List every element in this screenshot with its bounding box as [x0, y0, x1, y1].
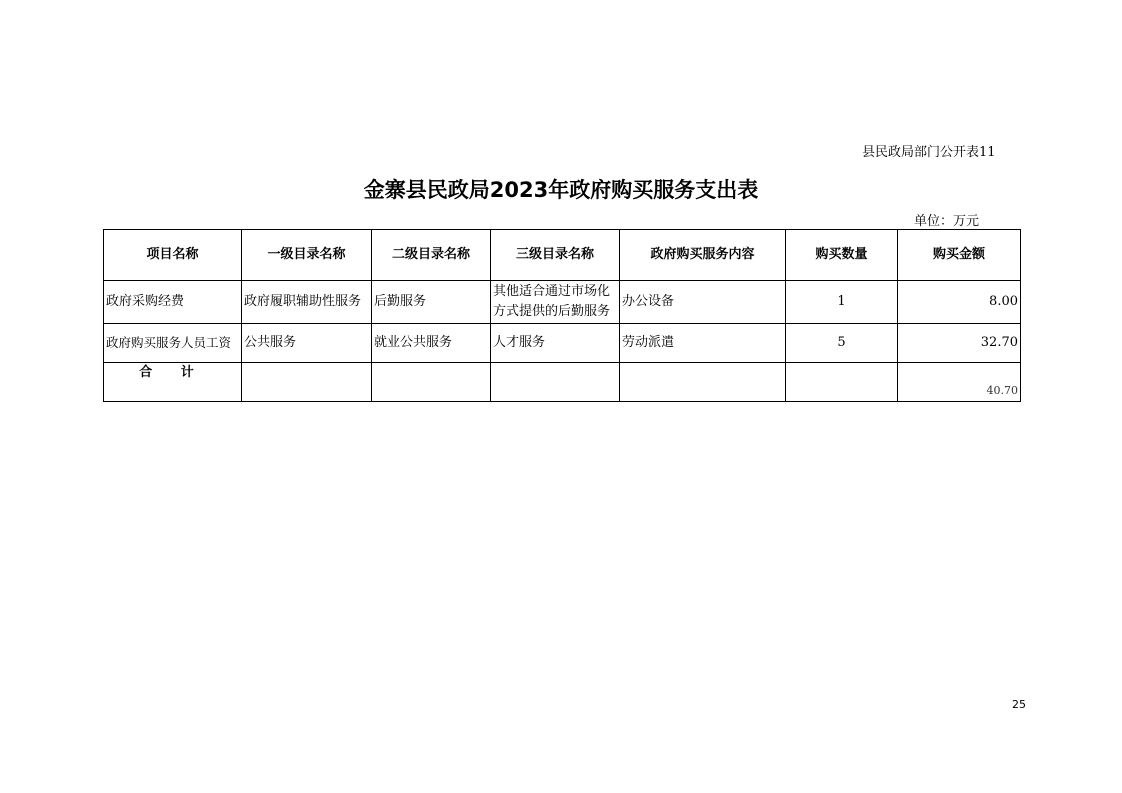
- table-cell: [786, 363, 898, 402]
- table-cell: [242, 363, 372, 402]
- total-amount: 40.70: [898, 363, 1021, 402]
- table-cell: [620, 363, 786, 402]
- table-row: [104, 324, 1021, 363]
- column-header: 二级目录名称: [372, 230, 491, 281]
- table-cell: 劳动派遣: [620, 324, 786, 363]
- column-header: 购买金额: [898, 230, 1021, 281]
- column-header: 购买数量: [786, 230, 898, 281]
- table-cell: 其他适合通过市场化方式提供的后勤服务: [491, 281, 620, 324]
- table-cell: 公共服务: [242, 324, 372, 363]
- page-number: 25: [1012, 698, 1026, 711]
- expenditure-table: [103, 229, 1021, 402]
- table-row: [104, 281, 1021, 324]
- column-header: 三级目录名称: [491, 230, 620, 281]
- table-cell: 人才服务: [491, 324, 620, 363]
- table-number: 县民政局部门公开表11: [862, 145, 996, 160]
- table-cell: 就业公共服务: [372, 324, 491, 363]
- total-row: [104, 363, 1021, 402]
- table-cell: [491, 363, 620, 402]
- table-cell: 政府购买服务人员工资: [104, 324, 242, 363]
- table-cell: 5: [786, 324, 898, 363]
- table-cell: 政府履职辅助性服务: [242, 281, 372, 324]
- total-label: 合 计: [104, 363, 242, 402]
- page-title: 金寨县民政局2023年政府购买服务支出表: [363, 178, 759, 202]
- table-cell: 1: [786, 281, 898, 324]
- table-cell: 8.00: [898, 281, 1021, 324]
- column-header: 项目名称: [104, 230, 242, 281]
- column-header: 一级目录名称: [242, 230, 372, 281]
- table-cell: 后勤服务: [372, 281, 491, 324]
- table-cell: 办公设备: [620, 281, 786, 324]
- table-cell: 32.70: [898, 324, 1021, 363]
- table-cell: 政府采购经费: [104, 281, 242, 324]
- table-header-row: [104, 230, 1021, 281]
- table-cell: [372, 363, 491, 402]
- column-header: 政府购买服务内容: [620, 230, 786, 281]
- unit-label: 单位：万元: [914, 214, 980, 229]
